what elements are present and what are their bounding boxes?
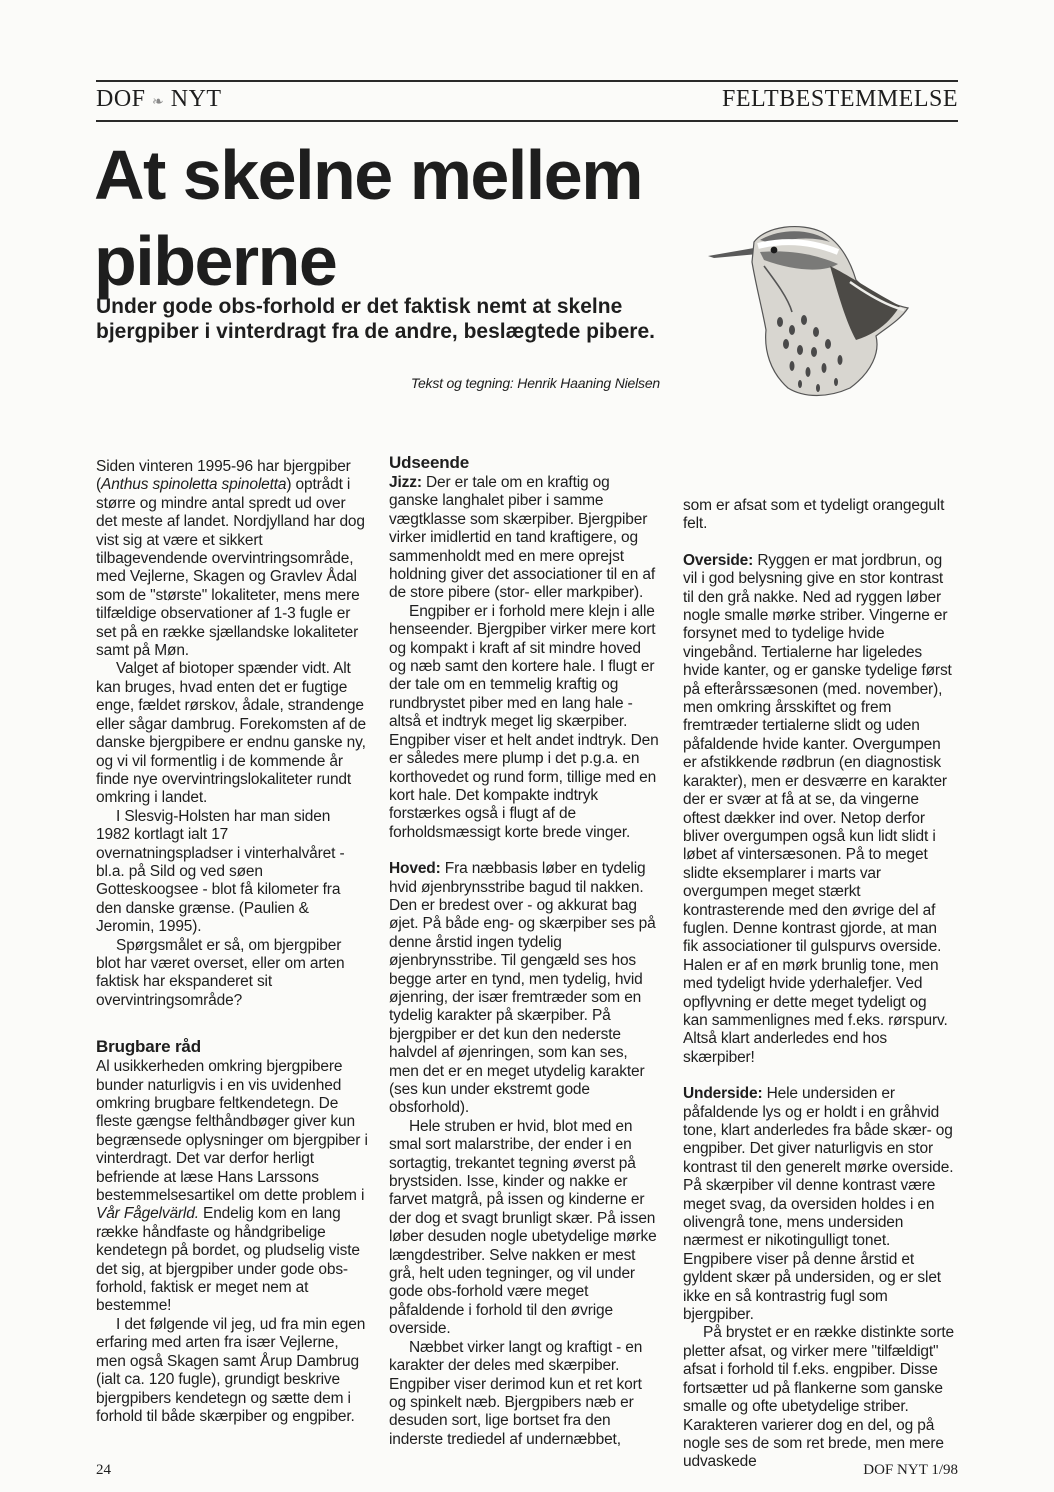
label-jizz: Jizz: — [389, 474, 422, 491]
paragraph: I Slesvig-Holsten har man siden 1982 kortlagt ialt 17 overnatningspladser i vinterhalvåret - bl.a. på Sild og ved søen Gotteskoogsee - blot få kilometer fra den danske grænse. (Paulien & Jeromin, 1995). — [96, 807, 345, 936]
paragraph: I det følgende vil jeg, ud fra min egen erfaring med arten fra især Vejlerne, men også Skagen samt Årup Dambrug (ialt ca. 120 fugle), grundigt beskrive bjergpibers kendetegn og sætte dem i forhold til både skærpiber og engpiber. — [96, 1315, 366, 1425]
text-column-3 — [683, 497, 955, 1472]
section-label-nyt: NYT — [170, 86, 222, 112]
water-pipit-illustration — [700, 212, 930, 402]
paragraph — [96, 1058, 368, 1316]
text-run: Fra næbbasis løber en tydelig hvid øjenbrynsstribe bagud til nakken. Den er bredest over - og akkurat bag øjet. På både eng- og skærpiber ses på denne årstid ingen tydelig øjenbrynsstribe. Til gengæld ses hos begge arter en tynd, men tydelig, hvid øjenring, der især fremtræder som en tydelig karakter på skærpiber. På bjergpiber er det kun den nederste halvdel af øjenringen, som kan ses, men det er en meget utydelig karakter (ses kun under ekstremt gode obsforhold). — [389, 860, 656, 1117]
paragraph: Valget af biotoper spænder vidt. Alt kan bruges, hvad enten det er fugtige enge, fældet rørskov, ådale, strandenge eller sågar dambrug. Forekomsten af de danske bjergpibere er endnu ganske ny, og vi vil formentlig i de kommende år finde nye overvintringslokaliteter rundt omkring i landet. — [96, 660, 366, 807]
text-column-1 — [96, 458, 368, 1426]
paragraph: Hele struben er hvid, blot med en smal sort malarstribe, der ender i en sortagtig, trekantet tegning øverst på brystsiden. Isse, kinder og nakke er farvet matgrå, på issen og kinderne er der dog et svagt brunligt skær. På issen løber desuden nogle ubetydelige mørke længdestriber. Selve nakken er mest grå, helt uden tegninger, og vil under gode obs-forhold være meget påfaldende i forhold til den øvrige overside. — [389, 1117, 657, 1338]
text-column-2 — [389, 452, 661, 1449]
paragraph: På brystet er en række distinkte sorte pletter afsat, og virker mere "tilfældigt" afsat i forhold til f.eks. engpiber. Disse fortsætter ud på flankerne som ganske smalle og ofte ubetydelige striber. Karakteren varierer dog en del, og på nogle ses de som ret brede, men mere udvaskede — [683, 1324, 955, 1471]
header-rule-top — [96, 80, 958, 82]
paragraph: Næbbet virker langt og kraftigt - en karakter der deles med skærpiber. Engpiber viser derimod kun et ret kort og spinkelt næb. Bjergpibers næb er desuden sort, lige bortset fra den inderste trediedel af undernæbbet, — [389, 1338, 643, 1448]
text-run: Endelig kom en lang række håndfaste og håndgribelige kendetegn på bordet, og pludselig viste det sig, at bjergpiber under gode obs-forhold, faktisk er meget nem at bestemme! — [96, 1205, 360, 1315]
section-label-dof: DOF — [96, 86, 146, 112]
paragraph-hoved — [389, 860, 661, 1118]
latin-name: Anthus spinoletta spinoletta — [101, 476, 287, 494]
paragraph: Engpiber er i forhold mere klejn i alle henseender. Bjergpiber virker mere kort og kompakt i kraft af sit mindre hoved og næb samt den kortere hale. I flugt er der tale om en temmelig kraftig og rundbrystet piber med en lang hale - altså et indtryk meget lig skærpiber. Engpiber viser et helt andet indtryk. Den er således mere plump i det p.g.a. en korthovedet og rund form, tillige med en kort hale. Det kompakte indtryk forstærkes også i flugt af de forholdsmæssigt korte brede vinger. — [389, 602, 659, 841]
paragraph-overside — [683, 552, 955, 1067]
paragraph-underside — [683, 1085, 955, 1324]
section-label-dof-nyt — [96, 86, 222, 113]
text-run: Siden vinteren 1995-96 har bjergpiber ( — [96, 458, 351, 494]
issue-label: DOF NYT 1/98 — [863, 1462, 958, 1478]
page-number: 24 — [96, 1462, 111, 1478]
text-run: Al usikkerheden omkring bjergpibere bunder naturligvis i en vis uvidenhed omkring brugbare feltkendetegn. De fleste gængse felthåndbøger giver kun begrænsede oplysninger om bjergpiber i vinterdragt. Det var derfor herligt befriende at læse Hans Larssons bestemmelsesartikel om dette problem i — [96, 1058, 368, 1205]
heading-brugbare-raad: Brugbare råd — [96, 1037, 201, 1057]
dof-logo-icon: ❧ — [152, 95, 165, 110]
label-hoved: Hoved: — [389, 860, 441, 878]
heading-udseende: Udseende — [389, 453, 470, 472]
label-overside: Overside: — [683, 551, 754, 569]
publication-name: Vår Fågelvärld. — [96, 1205, 199, 1223]
article-deck: Under gode obs-forhold er det faktisk nemt at skelne bjergpiber i vinterdragt fra de andre, beslægtede pibere. — [96, 295, 655, 343]
header-rule-bottom — [96, 120, 958, 122]
article-title — [94, 132, 714, 304]
paragraph-jizz — [389, 474, 661, 603]
text-run: Der er tale om en kraftig og ganske langhalet piber i samme vægtklasse som skærpiber. Bjergpiber virker imidlertid en tand kraftigere, og sammenholdt med en mere oprejst holdning giver det associationer til en af de store pibere (stor- eller markpiber). — [389, 474, 655, 602]
text-run: Hele undersiden er påfaldende lys og er holdt i en gråhvid tone, klart anderledes fra både skær- og engpiber. Det giver naturligvis en stor kontrast til den generelt mørke overside. På skærpiber vil denne kontrast være meget svag, da oversiden holdes i en olivengrå tone, mens undersiden nærmest er nikotingulligt tonet. Engpibere viser på denne årstid et gyldent skær på undersiden, og er slet ikke en så kontrastrig fugl som bjergpiber. — [683, 1085, 954, 1324]
paragraph: Spørgsmålet er så, om bjergpiber blot har været overset, eller om arten faktisk har ekspanderet sit overvintringsområde? — [96, 936, 345, 1009]
text-run: ) optrådt i større og mindre antal spredt ud over det meste af landet. Nordjylland har dog vist sig at være et sikkert tilbagevendende overvintringsområde, med Vejlerne, Skagen og Gravlev Ådal som de "største" lokaliteter, mens mere tilfældige observationer af 1-3 fugle er set på en række sjællandske lokaliteter samt på Møn. — [96, 476, 365, 660]
label-underside: Underside: — [683, 1085, 763, 1103]
title-line-1: At skelne mellem — [94, 136, 642, 214]
paragraph-intro — [96, 458, 368, 660]
article-byline: Tekst og tegning: Henrik Haaning Nielsen — [410, 375, 660, 391]
text-run: Ryggen er mat jordbrun, og vil i god belysning give en stor kontrast til den grå nakke. Ned ad ryggen løber nogle smalle mørke striber. Vingerne er forsynet med to tydelige hvide vingebånd. Tertialerne har ligeledes hvide kanter, og er ganske tydelige først på efterårssæsonen (med. november), men omkring årsskiftet og frem fremtræder tertialerne slidt og uden påfaldende hvide kanter. Overgumpen er afstikkende rødbrun (en diagnostisk karakter), men er desværre en karakter der er svær at få at se, da vingerne oftest dækker ind over. Netop derfor bliver overgumpen også kun lidt slidt i løbet af vintersæsonen. På to meget slidte eksemplarer i marts var overgumpen meget stærkt kontrasterende med den øvrige del af fuglen. Denne kontrast gjorde, at man fik associationer til gulspurvs overside. Halen er af en mørk brunlig tone, men med tydeligt hvide yderhalefjer. Ved opflyvning er dette meget tydeligt og kan sammenlignes med f.eks. rørspurv. Altså klart anderledes end hos skærpiber! — [683, 551, 952, 1066]
title-line-2: piberne — [94, 222, 337, 300]
paragraph: som er afsat som et tydeligt orangegult felt. — [683, 497, 945, 533]
section-label-feltbestemmelse: FELTBESTEMMELSE — [722, 86, 958, 112]
